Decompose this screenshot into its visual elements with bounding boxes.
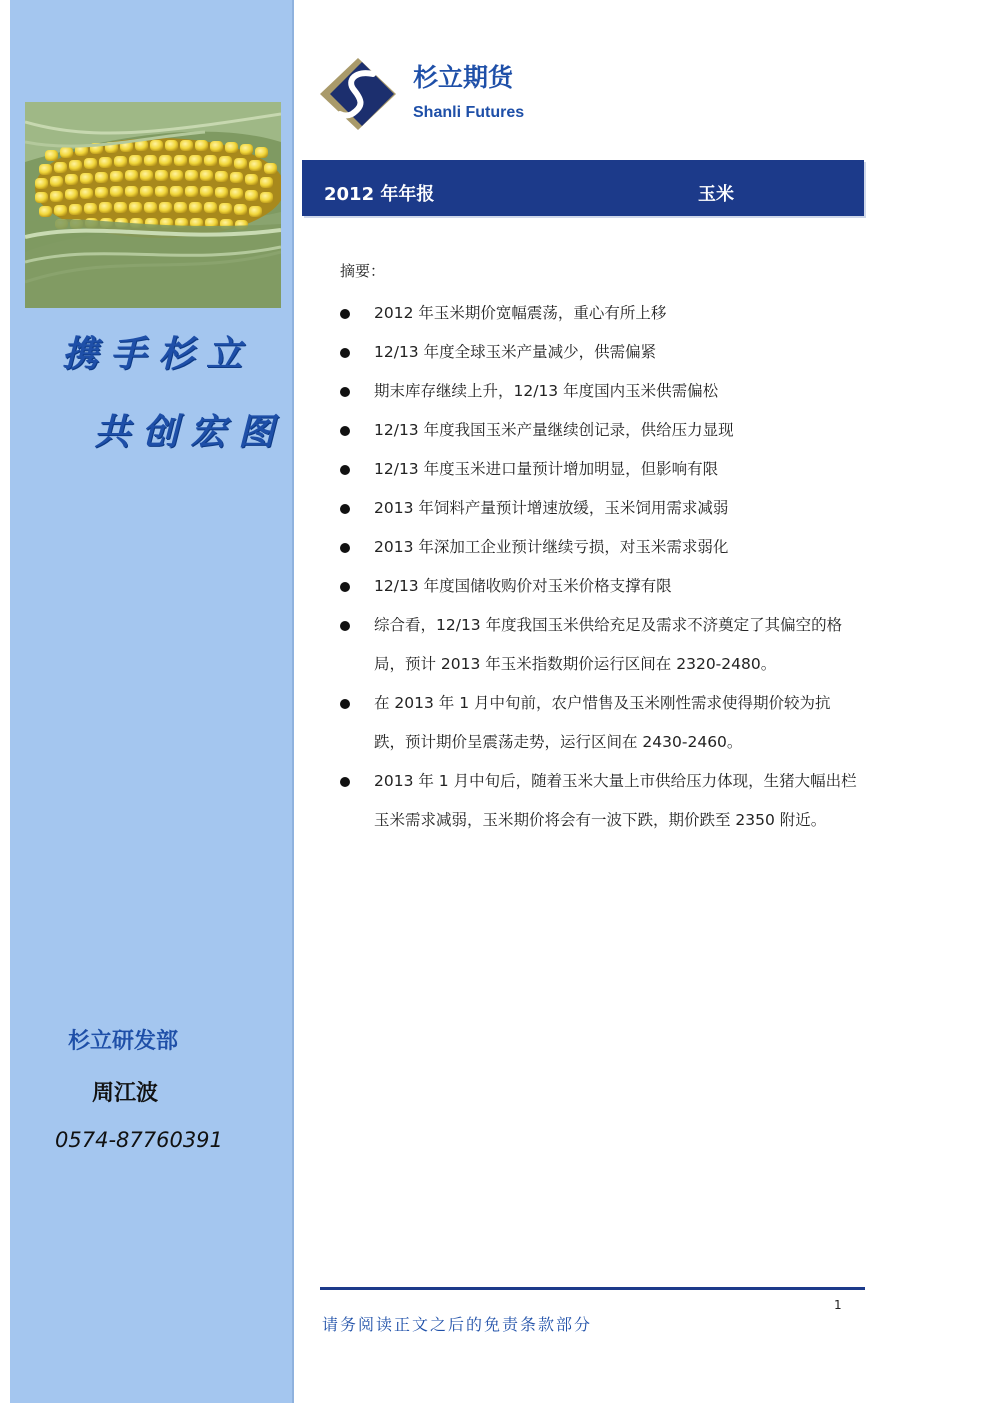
bullet-icon [340,543,350,553]
list-item [338,450,858,489]
bullet-icon [340,309,350,319]
corn-image [25,102,281,308]
disclaimer-note: 请务阅读正文之后的免责条款部分 [322,1315,593,1334]
department-label: 杉立研发部 [68,1029,179,1054]
list-item-text: 2013 年深加工企业预计继续亏损，对玉米需求弱化 [374,538,729,556]
footer-divider [320,1287,865,1290]
list-item-text: 期末库存继续上升，12/13 年度国内玉米供需偏松 [374,382,719,400]
list-item [338,528,858,567]
slogan-line-2: 共创宏图 [94,411,287,453]
list-item-text: 12/13 年度玉米进口量预计增加明显，但影响有限 [374,460,719,478]
page-number: 1 [834,1298,842,1312]
corn-illustration [25,102,281,308]
bullet-icon [340,777,350,787]
brand-name-en: Shanli Futures [413,104,525,121]
bullet-icon [340,387,350,397]
list-item [338,567,858,606]
list-item [338,372,858,411]
list-item-text: 12/13 年度国储收购价对玉米价格支撑有限 [374,577,672,595]
abstract-list [338,294,858,840]
list-item-text: 在 2013 年 1 月中旬前，农户惜售及玉米刚性需求使得期价较为抗跌，预计期价呈震荡走势，运行区间在 2430-2460。 [374,694,831,751]
contact-phone: 0574-87760391 [55,1128,223,1152]
list-item [338,684,858,762]
list-item-text: 12/13 年度我国玉米产量继续创记录，供给压力显现 [374,421,734,439]
list-item-text: 2012 年玉米期价宽幅震荡，重心有所上移 [374,304,667,322]
bullet-icon [340,582,350,592]
bullet-icon [340,699,350,709]
report-title: 2012 年年报 [324,184,435,205]
bullet-icon [340,621,350,631]
list-item [338,411,858,450]
bullet-icon [340,504,350,514]
list-item [338,333,858,372]
bullet-icon [340,348,350,358]
slogan-line-1: 携手杉立 [62,333,255,375]
list-item-text: 2013 年饲料产量预计增速放缓，玉米饲用需求减弱 [374,499,729,517]
list-item [338,762,858,840]
bullet-icon [340,465,350,475]
list-item [338,606,858,684]
brand-name-cn: 杉立期货 [413,63,514,92]
list-item-text: 综合看，12/13 年度我国玉米供给充足及需求不济奠定了其偏空的格局，预计 2013 年玉米指数期价运行区间在 2320-2480。 [374,616,843,673]
author-name: 周江波 [92,1081,159,1106]
shanli-logo-icon [318,56,398,132]
list-item [338,294,858,333]
list-item [338,489,858,528]
report-banner [302,160,864,216]
report-subject: 玉米 [698,184,734,205]
abstract-heading: 摘要： [340,262,386,280]
bullet-icon [340,426,350,436]
list-item-text: 12/13 年度全球玉米产量减少，供需偏紧 [374,343,657,361]
list-item-text: 2013 年 1 月中旬后，随着玉米大量上市供给压力体现，生猪大幅出栏玉米需求减弱，玉米期价将会有一波下跌，期价跌至 2350 附近。 [374,772,857,829]
